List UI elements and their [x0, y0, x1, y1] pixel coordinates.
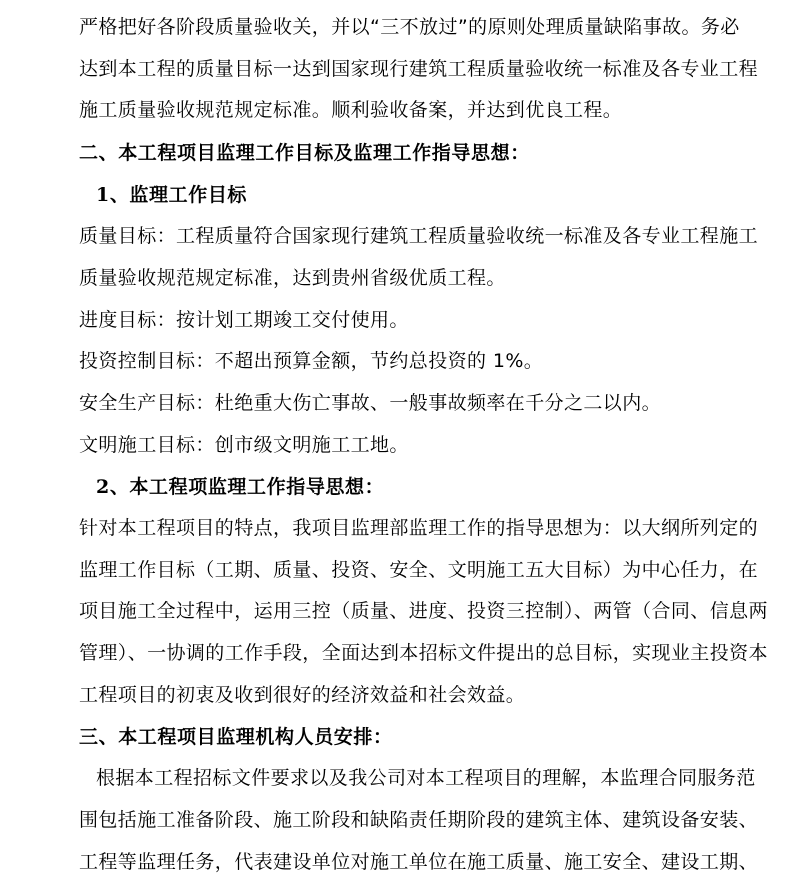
- section-heading-3: 三、本工程项目监理机构人员安排：: [79, 726, 393, 748]
- staffing-paragraph-line: 工程等监理任务，代表建设单位对施工单位在施工质量、施工安全、建设工期、: [79, 851, 759, 873]
- paragraph-line: 严格把好各阶段质量验收关，并以“三不放过”的原则处理质量缺陷事故。务必: [79, 16, 740, 38]
- schedule-goal: 进度目标：按计划工期竣工交付使用。: [79, 309, 409, 331]
- guiding-thought-line: 监理工作目标（工期、质量、投资、安全、文明施工五大目标）为中心任力，在: [79, 559, 759, 581]
- section-heading-2: 二、本工程项目监理工作目标及监理工作指导思想：: [79, 142, 530, 164]
- guiding-thought-line: 工程项目的初衷及收到很好的经济效益和社会效益。: [79, 684, 526, 706]
- investment-goal: 投资控制目标：不超出预算金额，节约总投资的 1%。: [79, 350, 544, 372]
- subsection-heading-1: 1、监理工作目标: [96, 184, 248, 206]
- staffing-paragraph-line: 根据本工程招标文件要求以及我公司对本工程项目的理解，本监理合同服务范: [96, 767, 756, 789]
- quality-goal-line: 质量目标：工程质量符合国家现行建筑工程质量验收统一标准及各专业工程施工: [79, 225, 759, 247]
- guiding-thought-line: 管理）、一协调的工作手段，全面达到本招标文件提出的总目标，实现业主投资本: [79, 642, 768, 664]
- safety-goal: 安全生产目标：杜绝重大伤亡事故、一般事故频率在千分之二以内。: [79, 392, 662, 414]
- quality-goal-line: 质量验收规范规定标准，达到贵州省级优质工程。: [79, 267, 506, 289]
- paragraph-line: 达到本工程的质量目标一达到国家现行建筑工程质量验收统一标准及各专业工程: [79, 58, 759, 80]
- guiding-thought-line: 针对本工程项目的特点，我项目监理部监理工作的指导思想为：以大纲所列定的: [79, 517, 759, 539]
- staffing-paragraph-line: 围包括施工准备阶段、施工阶段和缺陷责任期阶段的建筑主体、建筑设备安装、: [79, 809, 759, 831]
- subsection-heading-2: 2、本工程项监理工作指导思想：: [96, 476, 385, 498]
- paragraph-line: 施工质量验收规范规定标准。顺利验收备案，并达到优良工程。: [79, 99, 623, 121]
- guiding-thought-line: 项目施工全过程中，运用三控（质量、进度、投资三控制）、两管（合同、信息两: [79, 600, 768, 622]
- civilized-construction-goal: 文明施工目标：创市级文明施工工地。: [79, 434, 409, 456]
